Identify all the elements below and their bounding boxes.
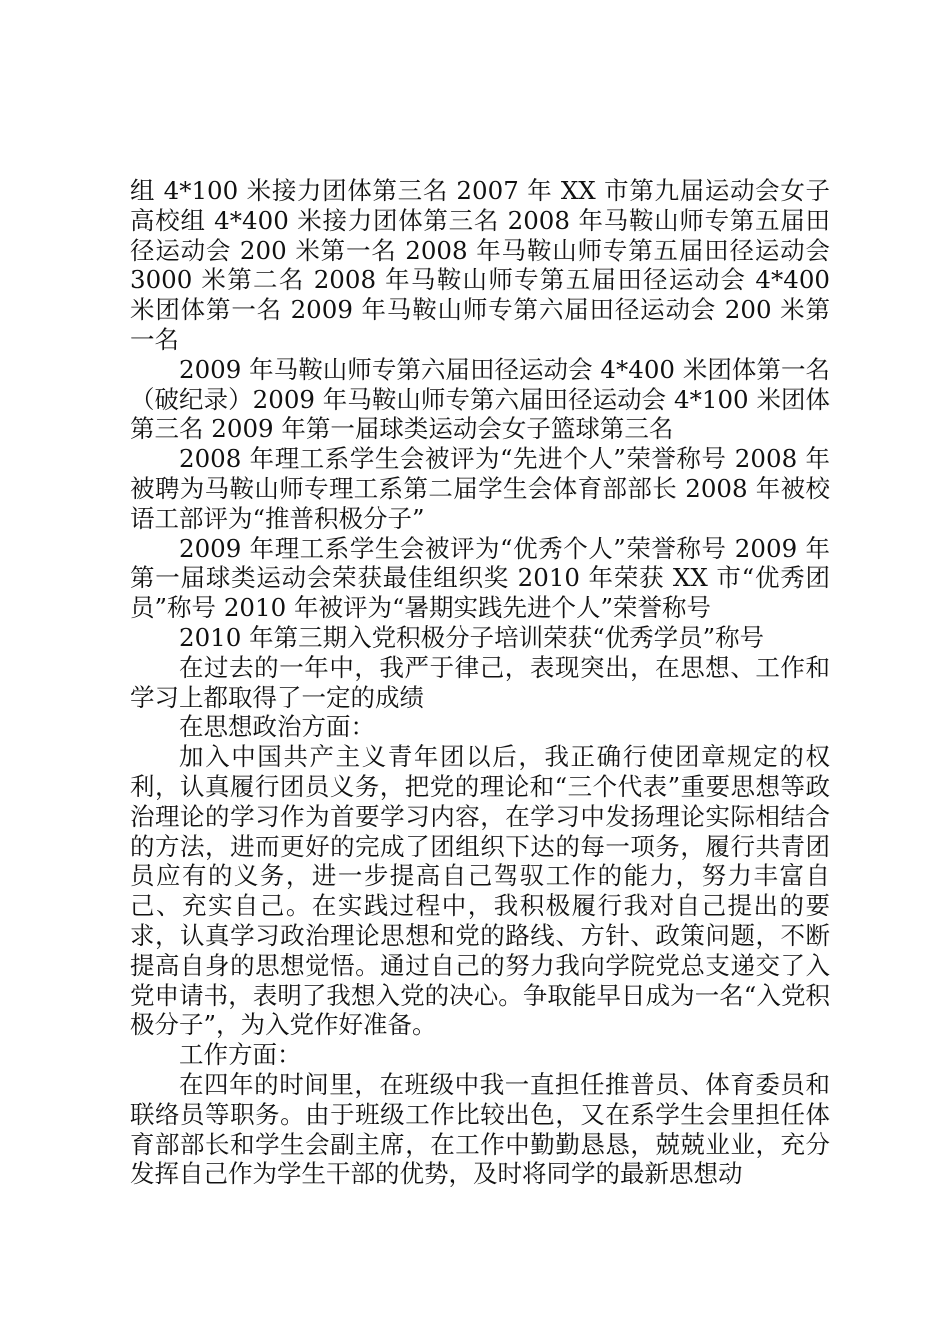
paragraph-honors-2010: 2010 年第三期入党积极分子培训荣获“优秀学员”称号 bbox=[179, 622, 765, 652]
paragraph-political: 加入中国共产主义青年团以后，我正确行使团章规定的权利，认真履行团员义务，把党的理论和“三个代表”重要思想等政治理论的学习作为首要学习内容，在学习中发扬理论实际相结合的方法，进而更好的完成了团组织下达的每一项务，履行共青团员应有的义务，进一步提高自己驾驭工作的能力，努力丰富自己、充实自己。在实践过程中，我积极履行我对自己提出的要求，认真学习政治理论思想和党的路线、方针、政策问题，不断提高自身的思想觉悟。通过自己的努力我向学院党总支递交了入党申请书，表明了我想入党的决心。争取能早日成为一名“入党积极分子”，为入党作好准备。 bbox=[130, 742, 830, 1040]
paragraph-awards-2009: 2009 年马鞍山师专第六届田径运动会 4*400 米团体第一名（破纪录）2009 年马鞍山师专第六届田径运动会 4*100 米团体第三名 2009 年第一届球类运动会女子篮球第三名 bbox=[130, 354, 830, 444]
paragraph-honors-2009: 2009 年理工系学生会被评为“优秀个人”荣誉称号 2009 年第一届球类运动会荣获最佳组织奖 2010 年荣获 XX 市“优秀团员”称号 2010 年被评为“暑期实践先进个人”荣誉称号 bbox=[130, 533, 830, 623]
section-heading-work: 工作方面： bbox=[179, 1040, 302, 1070]
section-heading-political: 在思想政治方面： bbox=[179, 712, 375, 742]
paragraph-awards-continued: 组 4*100 米接力团体第三名 2007 年 XX 市第九届运动会女子高校组 4*400 米接力团体第三名 2008 年马鞍山师专第五届田径运动会 200 米第一名 2008 年马鞍山师专第五届田径运动会 3000 米第二名 2008 年马鞍山师专第五届田径运动会 4*400 米团体第一名 2009 年马鞍山师专第六届田径运动会 200 米第一名 bbox=[130, 176, 830, 354]
document-body bbox=[130, 176, 830, 1189]
paragraph-summary: 在过去的一年中，我严于律己，表现突出，在思想、工作和学习上都取得了一定的成绩 bbox=[130, 652, 830, 712]
paragraph-work: 在四年的时间里，在班级中我一直担任推普员、体育委员和联络员等职务。由于班级工作比较出色，又在系学生会里担任体育部部长和学生会副主席，在工作中勤勤恳恳，兢兢业业，充分发挥自己作为学生干部的优势，及时将同学的最新思想动 bbox=[130, 1069, 830, 1189]
paragraph-honors-2008: 2008 年理工系学生会被评为“先进个人”荣誉称号 2008 年被聘为马鞍山师专理工系第二届学生会体育部部长 2008 年被校语工部评为“推普积极分子” bbox=[130, 444, 830, 533]
